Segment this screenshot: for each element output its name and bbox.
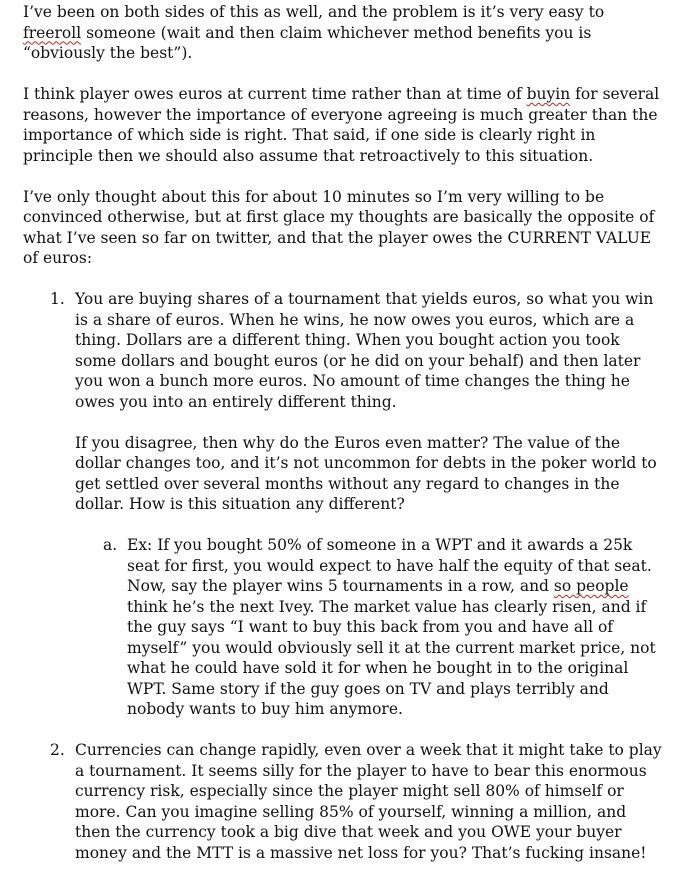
list-number-2: 2.: [50, 741, 65, 759]
spellcheck-word-freeroll[interactable]: freeroll: [23, 23, 82, 42]
sub-item-a: [75, 535, 663, 720]
paragraph-freeroll: I’ve been on both sides of this as well, and the problem is it’s very easy to freeroll someone (wait and then claim whichever method benefits you is “obviously the best”).: [23, 3, 605, 62]
list-number-1: 1.: [50, 290, 65, 308]
sub-letter-a: a.: [103, 536, 118, 554]
list-item-2-text: Currencies can change rapidly, even over a week that it might take to play a tournament. It seems silly for the player to have to bear this enormous currency risk, especially since the player might sell 80% of himself or more. Can you imagine selling 85% of yourself, winning a million, and then the currency took a big dive that week and you OWE your buyer money and the MTT is a massive net loss for you? That’s fucking insane!: [75, 741, 662, 862]
sub-item-a-text-end: think he’s the next Ivey. The market value has clearly risen, and if the guy says “I want to buy this back from you and have all of myself” you would obviously sell it at the current market price, not what he could have sold it for when he bought in to the original WPT. Same story if the guy goes on TV and plays terribly and nobody wants to buy him anymore.: [127, 597, 656, 718]
paragraph-player-owes: I think player owes euros at current time rather than at time of buyin for several reasons, however the importance of everyone agreeing is much greater than the importance of which side is right. That said, if one side is clearly right in principle then we should also assume that retroactively to this situation.: [23, 85, 660, 165]
paragraph-current-value: I’ve only thought about this for about 10 minutes so I’m very willing to be convinced otherwise, but at first glace my thoughts are basically the opposite of what I’ve seen so far on twitter, and that the player owes the CURRENT VALUE of euros:: [23, 187, 655, 267]
list-item-2: [23, 740, 663, 863]
spellcheck-word-so-people[interactable]: so people: [553, 577, 629, 595]
list-item-1-followup: If you disagree, then why do the Euros even matter? The value of the dollar changes too, and it’s not uncommon for debts in the poker world to get settled over several months without any regard to changes in the dollar. How is this situation any different?: [75, 433, 657, 513]
document-body: [23, 2, 663, 884]
list-item-1-text: You are buying shares of a tournament that yields euros, so what you win is a share of euros. When he wins, he now owes you euros, which are a thing. Dollars are a different thing. When you bought action you took some dollars and bought euros (or he did on your behalf) and then later you won a bunch more euros. No amount of time changes the thing he owes you into an entirely different thing.: [75, 290, 654, 411]
sub-item-a-text-start: Ex: If you bought 50% of someone in a WPT and it awards a 25k seat for first, you would expect to have half the equity of that seat. Now, say the player wins 5 tournaments in a row, and: [127, 536, 652, 595]
spellcheck-word-buyin[interactable]: buyin: [526, 85, 571, 103]
numbered-list: [23, 289, 663, 863]
list-item-1: [23, 289, 663, 720]
